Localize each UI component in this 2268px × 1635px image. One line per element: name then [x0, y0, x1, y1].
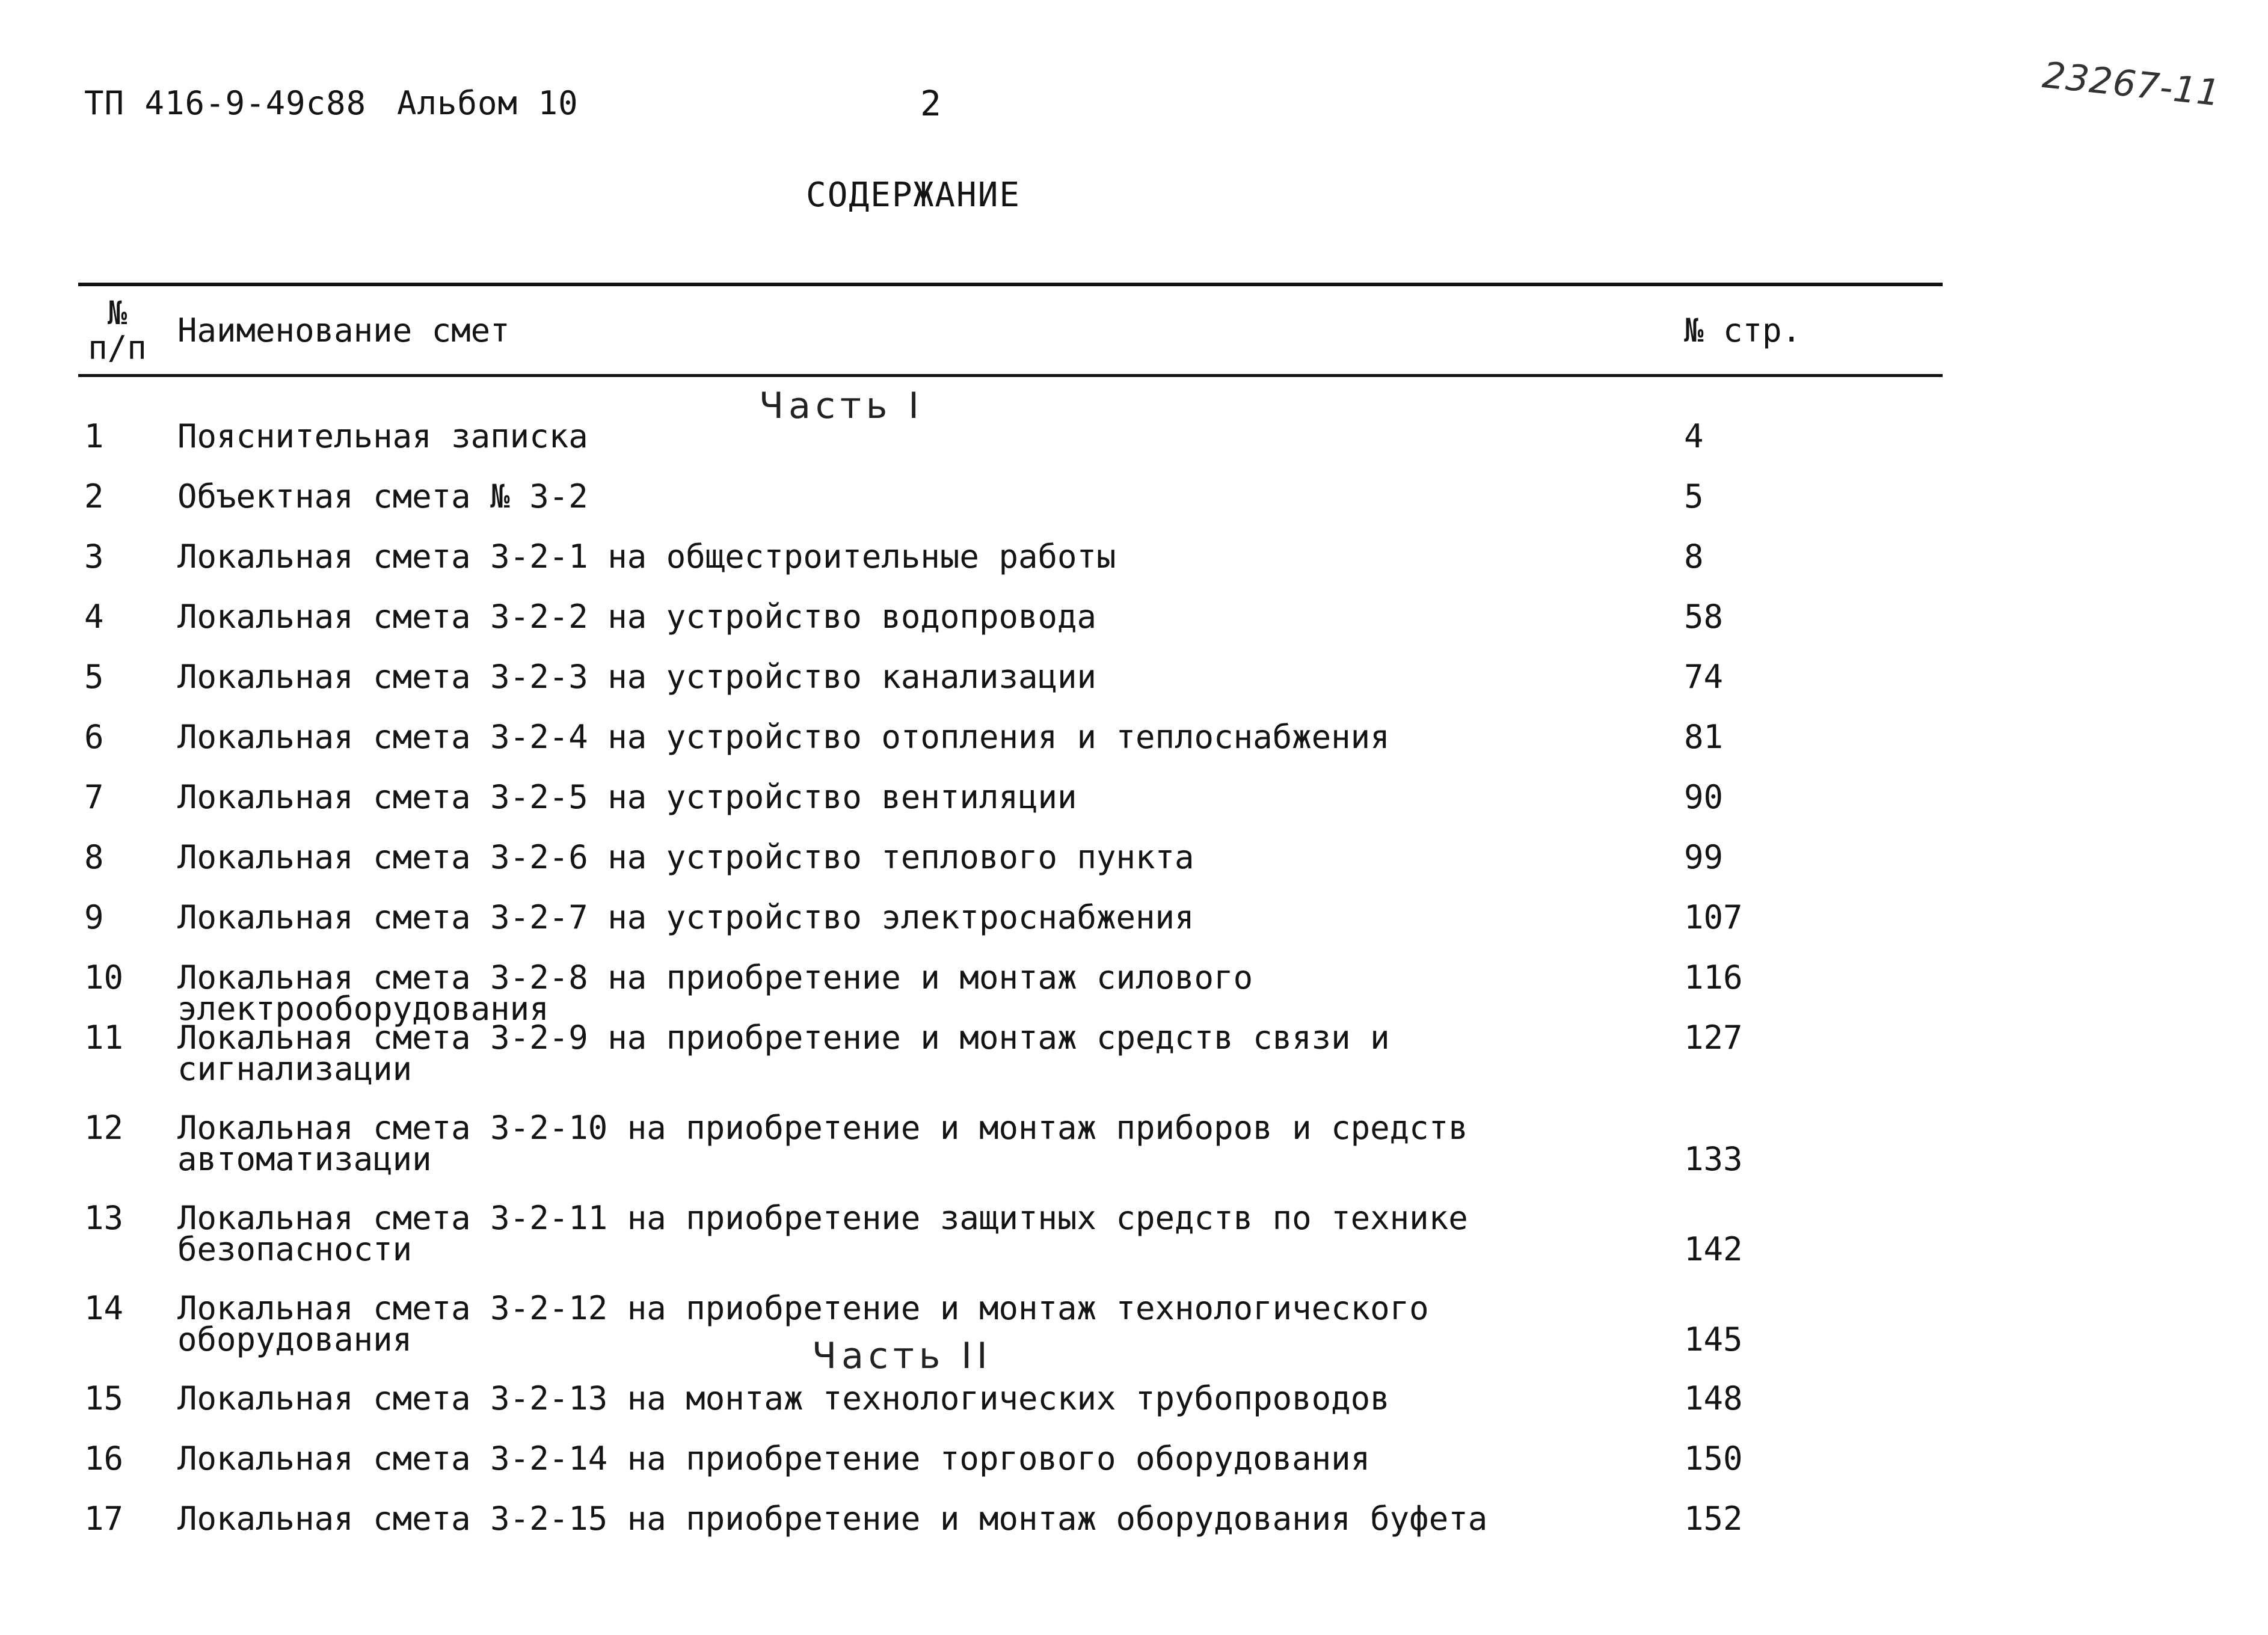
row-title: Локальная смета 3-2-10 на приобретение и монтаж приборов и средств автоматизации: [177, 1109, 1468, 1178]
row-page: 127: [1684, 1019, 1743, 1057]
row-number: 15: [84, 1379, 124, 1417]
row-title: Локальная смета 3-2-8 на приобретение и монтаж силового электрооборудования: [177, 959, 1253, 1028]
row-title: Локальная смета 3-2-1 на общестроительные работы: [177, 538, 1116, 575]
row-title: Локальная смета 3-2-11 на приобретение защитных средств по технике безопасности: [177, 1199, 1468, 1268]
row-page: 74: [1684, 658, 1724, 696]
row-number: 5: [84, 658, 104, 696]
table-top-rule: [78, 283, 1943, 286]
row-title: Локальная смета 3-2-12 на приобретение и монтаж технологического оборудования: [177, 1289, 1429, 1358]
row-page: 145: [1684, 1321, 1743, 1358]
row-title: Локальная смета 3-2-6 на устройство теплового пункта: [177, 838, 1194, 876]
row-number: 14: [84, 1289, 124, 1327]
part-2-heading: Часть II: [812, 1335, 992, 1377]
row-number: 7: [84, 778, 104, 816]
row-title: Локальная смета 3-2-7 на устройство электроснабжения: [177, 898, 1194, 936]
row-number: 11: [84, 1019, 124, 1057]
row-page: 90: [1684, 778, 1724, 816]
row-number: 8: [84, 838, 104, 876]
row-page: 142: [1684, 1230, 1743, 1268]
part-1-heading: Часть I: [759, 385, 924, 427]
row-number: 10: [84, 959, 124, 996]
row-number: 17: [84, 1500, 124, 1538]
row-page: 150: [1684, 1440, 1743, 1477]
page-title: СОДЕРЖАНИЕ: [806, 176, 1021, 215]
page-number: 2: [920, 83, 942, 124]
row-number: 2: [84, 477, 104, 515]
row-title: Локальная смета 3-2-14 на приобретение торгового оборудования: [177, 1440, 1371, 1477]
row-title: Пояснительная записка: [177, 417, 588, 455]
row-number: 4: [84, 598, 104, 636]
row-title: Локальная смета 3-2-5 на устройство вентиляции: [177, 778, 1077, 816]
row-page: 133: [1684, 1140, 1743, 1178]
archive-number: 23267-11: [2040, 54, 2223, 115]
row-page: 5: [1684, 477, 1704, 515]
row-number: 13: [84, 1199, 124, 1237]
row-page: 152: [1684, 1500, 1743, 1538]
row-page: 116: [1684, 959, 1743, 996]
row-page: 4: [1684, 417, 1704, 455]
row-page: 81: [1684, 718, 1724, 756]
row-page: 99: [1684, 838, 1724, 876]
column-header-page: № стр.: [1684, 311, 1802, 349]
row-number: 3: [84, 538, 104, 575]
row-title: Локальная смета 3-2-3 на устройство канализации: [177, 658, 1097, 696]
row-page: 107: [1684, 898, 1743, 936]
row-number: 12: [84, 1109, 124, 1147]
table-header-rule: [78, 374, 1943, 377]
row-title: Локальная смета 3-2-2 на устройство водопровода: [177, 598, 1097, 636]
row-title: Объектная смета № 3-2: [177, 477, 588, 515]
row-page: 58: [1684, 598, 1724, 636]
row-number: 6: [84, 718, 104, 756]
row-page: 148: [1684, 1379, 1743, 1417]
row-title: Локальная смета 3-2-9 на приобретение и монтаж средств связи и сигнализации: [177, 1019, 1390, 1088]
row-title: Локальная смета 3-2-15 на приобретение и монтаж оборудования буфета: [177, 1500, 1488, 1538]
column-header-number: № п/п: [88, 294, 147, 367]
row-title: Локальная смета 3-2-13 на монтаж технологических трубопроводов: [177, 1379, 1390, 1417]
document-code: ТП 416-9-49с88: [84, 84, 367, 122]
row-number: 9: [84, 898, 104, 936]
row-number: 1: [84, 417, 104, 455]
album-label: Альбом 10: [397, 84, 579, 122]
row-page: 8: [1684, 538, 1704, 575]
row-title: Локальная смета 3-2-4 на устройство отопления и теплоснабжения: [177, 718, 1390, 756]
column-header-name: Наименование смет: [177, 311, 510, 349]
row-number: 16: [84, 1440, 124, 1477]
